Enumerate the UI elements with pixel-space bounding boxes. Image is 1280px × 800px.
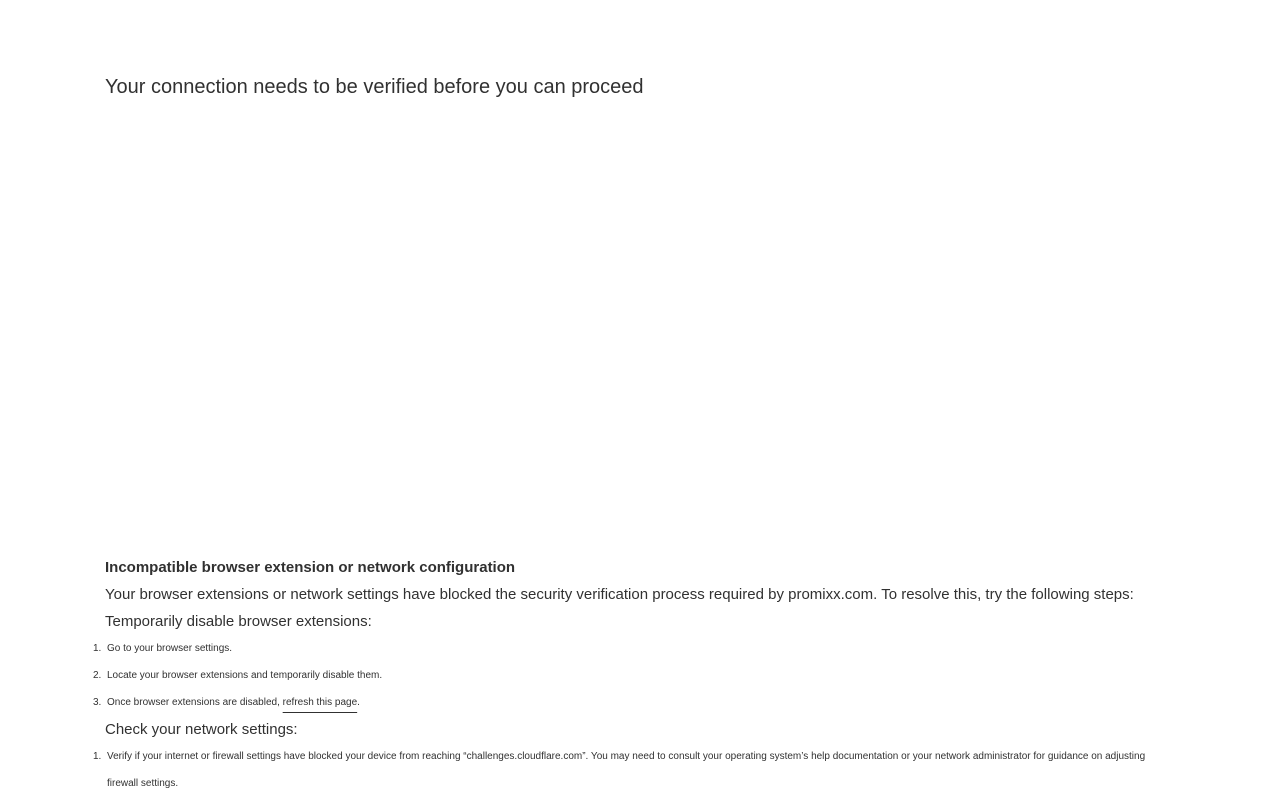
challenge-widget-area: [105, 99, 1175, 554]
list-item: [93, 635, 1175, 662]
list-item-text: Go to your browser settings.: [107, 643, 233, 654]
page-title: Your connection needs to be verified before you can proceed: [105, 76, 644, 98]
troubleshooting-intro: Your browser extensions or network settings have blocked the security verification process required by promixx.com. To resolve this, try the following steps:: [105, 586, 1134, 603]
list-item-number: 1.: [93, 643, 102, 654]
list-item-text: Verify if your internet or firewall settings have blocked your device from reaching “challenges.cloudflare.com”. You may need to consult your operating system’s help documentation or your network administrator for guidance on adjusting firewall settings.: [107, 751, 1146, 789]
list-item-number: 3.: [93, 697, 102, 708]
troubleshooting-footer: [93, 554, 1175, 797]
list-item: [93, 689, 1175, 716]
list-item-text: Locate your browser extensions and temporarily disable them.: [107, 670, 383, 681]
troubleshooting-heading: Incompatible browser extension or network configuration: [105, 559, 516, 576]
section-network-settings-title: Check your network settings:: [105, 721, 298, 738]
list-item-text-after-link: .: [357, 697, 360, 708]
list-item-text: [107, 689, 360, 716]
extensions-steps-list: [93, 635, 1175, 716]
refresh-page-link[interactable]: refresh this page: [282, 697, 358, 708]
list-item: [93, 743, 1175, 797]
list-item-text-before-link: Once browser extensions are disabled,: [107, 697, 283, 708]
section-disable-extensions-title: Temporarily disable browser extensions:: [105, 613, 372, 630]
network-steps-list: [93, 743, 1175, 797]
challenge-page: [0, 75, 1280, 797]
list-item-number: 2.: [93, 670, 102, 681]
list-item: [93, 662, 1175, 689]
list-item-number: 1.: [93, 751, 102, 762]
